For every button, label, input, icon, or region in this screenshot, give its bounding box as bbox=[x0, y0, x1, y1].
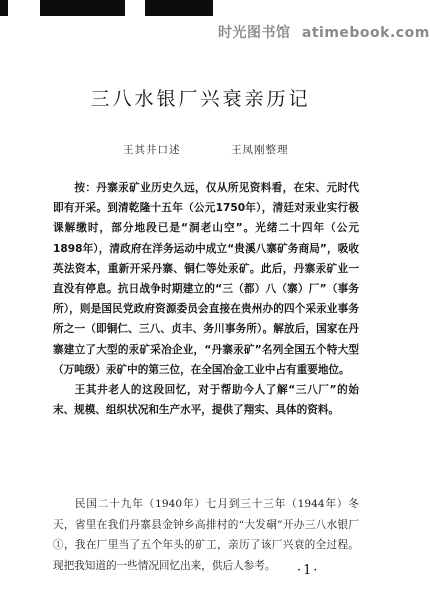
note-paragraph-text: 按：丹寨汞矿业历史久远，仅从所见资料看，在宋、元时代即有开采。到清乾隆十五年（公元1750年），清廷对汞业实行极课解缴时，部分地段已是“洞老山空”。光绪二十四年（公元1898年），清政府在洋务运动中成立“贵溪八寨矿务商局”，吸收英法资本，重新开采丹寨、铜仁等处汞矿。此后，丹寨汞矿业一直没有停息。抗日战争时期建立的“三（都）八（寨）厂”（事务所），则是国民党政府资源委员会直接在贵州办的四个采汞业事务所之一（即铜仁、三八、贞丰、务川事务所）。解放后，国家在丹寨建立了大型的汞矿采冶企业，“丹寨汞矿”名列全国五个特大型（万吨级）汞矿中的第三位，在全国冶金工业中占有重要地位。 bbox=[53, 182, 359, 376]
top-black-bar bbox=[0, 0, 8, 16]
top-black-bar bbox=[145, 0, 213, 16]
note-paragraph-text: 王其井老人的这段回忆，对于帮助今人了解“三八厂”的始末、规模、组织状况和生产水平，提供了翔实、具体的资料。 bbox=[53, 384, 359, 417]
top-black-bar bbox=[40, 0, 125, 16]
watermark-site-name: 时光图书馆 bbox=[218, 25, 291, 41]
watermark-site-url: atimebook.com bbox=[301, 25, 430, 41]
body-paragraph-text: 民国二十九年（1940年）七月到三十三年（1944年）冬天，省里在我们丹寨县金钟乡高排村的“大发硐”开办三八水银厂①，我在厂里当了五个年头的矿工，亲历了该厂兴衰的全过程。现把我知道的一些情况回忆出来，供后人参考。 bbox=[53, 498, 359, 572]
top-strip bbox=[0, 0, 401, 18]
watermark bbox=[218, 22, 430, 42]
editor-credit: 王凤刚整理 bbox=[231, 144, 289, 156]
narrator-credit: 王其井口述 bbox=[123, 144, 181, 156]
note-paragraph bbox=[53, 178, 359, 380]
note-paragraph bbox=[53, 380, 359, 420]
page-number: ·1· bbox=[297, 563, 320, 578]
editor-note bbox=[53, 178, 359, 420]
page-title: 三八水银厂兴衰亲历记 bbox=[90, 88, 311, 110]
